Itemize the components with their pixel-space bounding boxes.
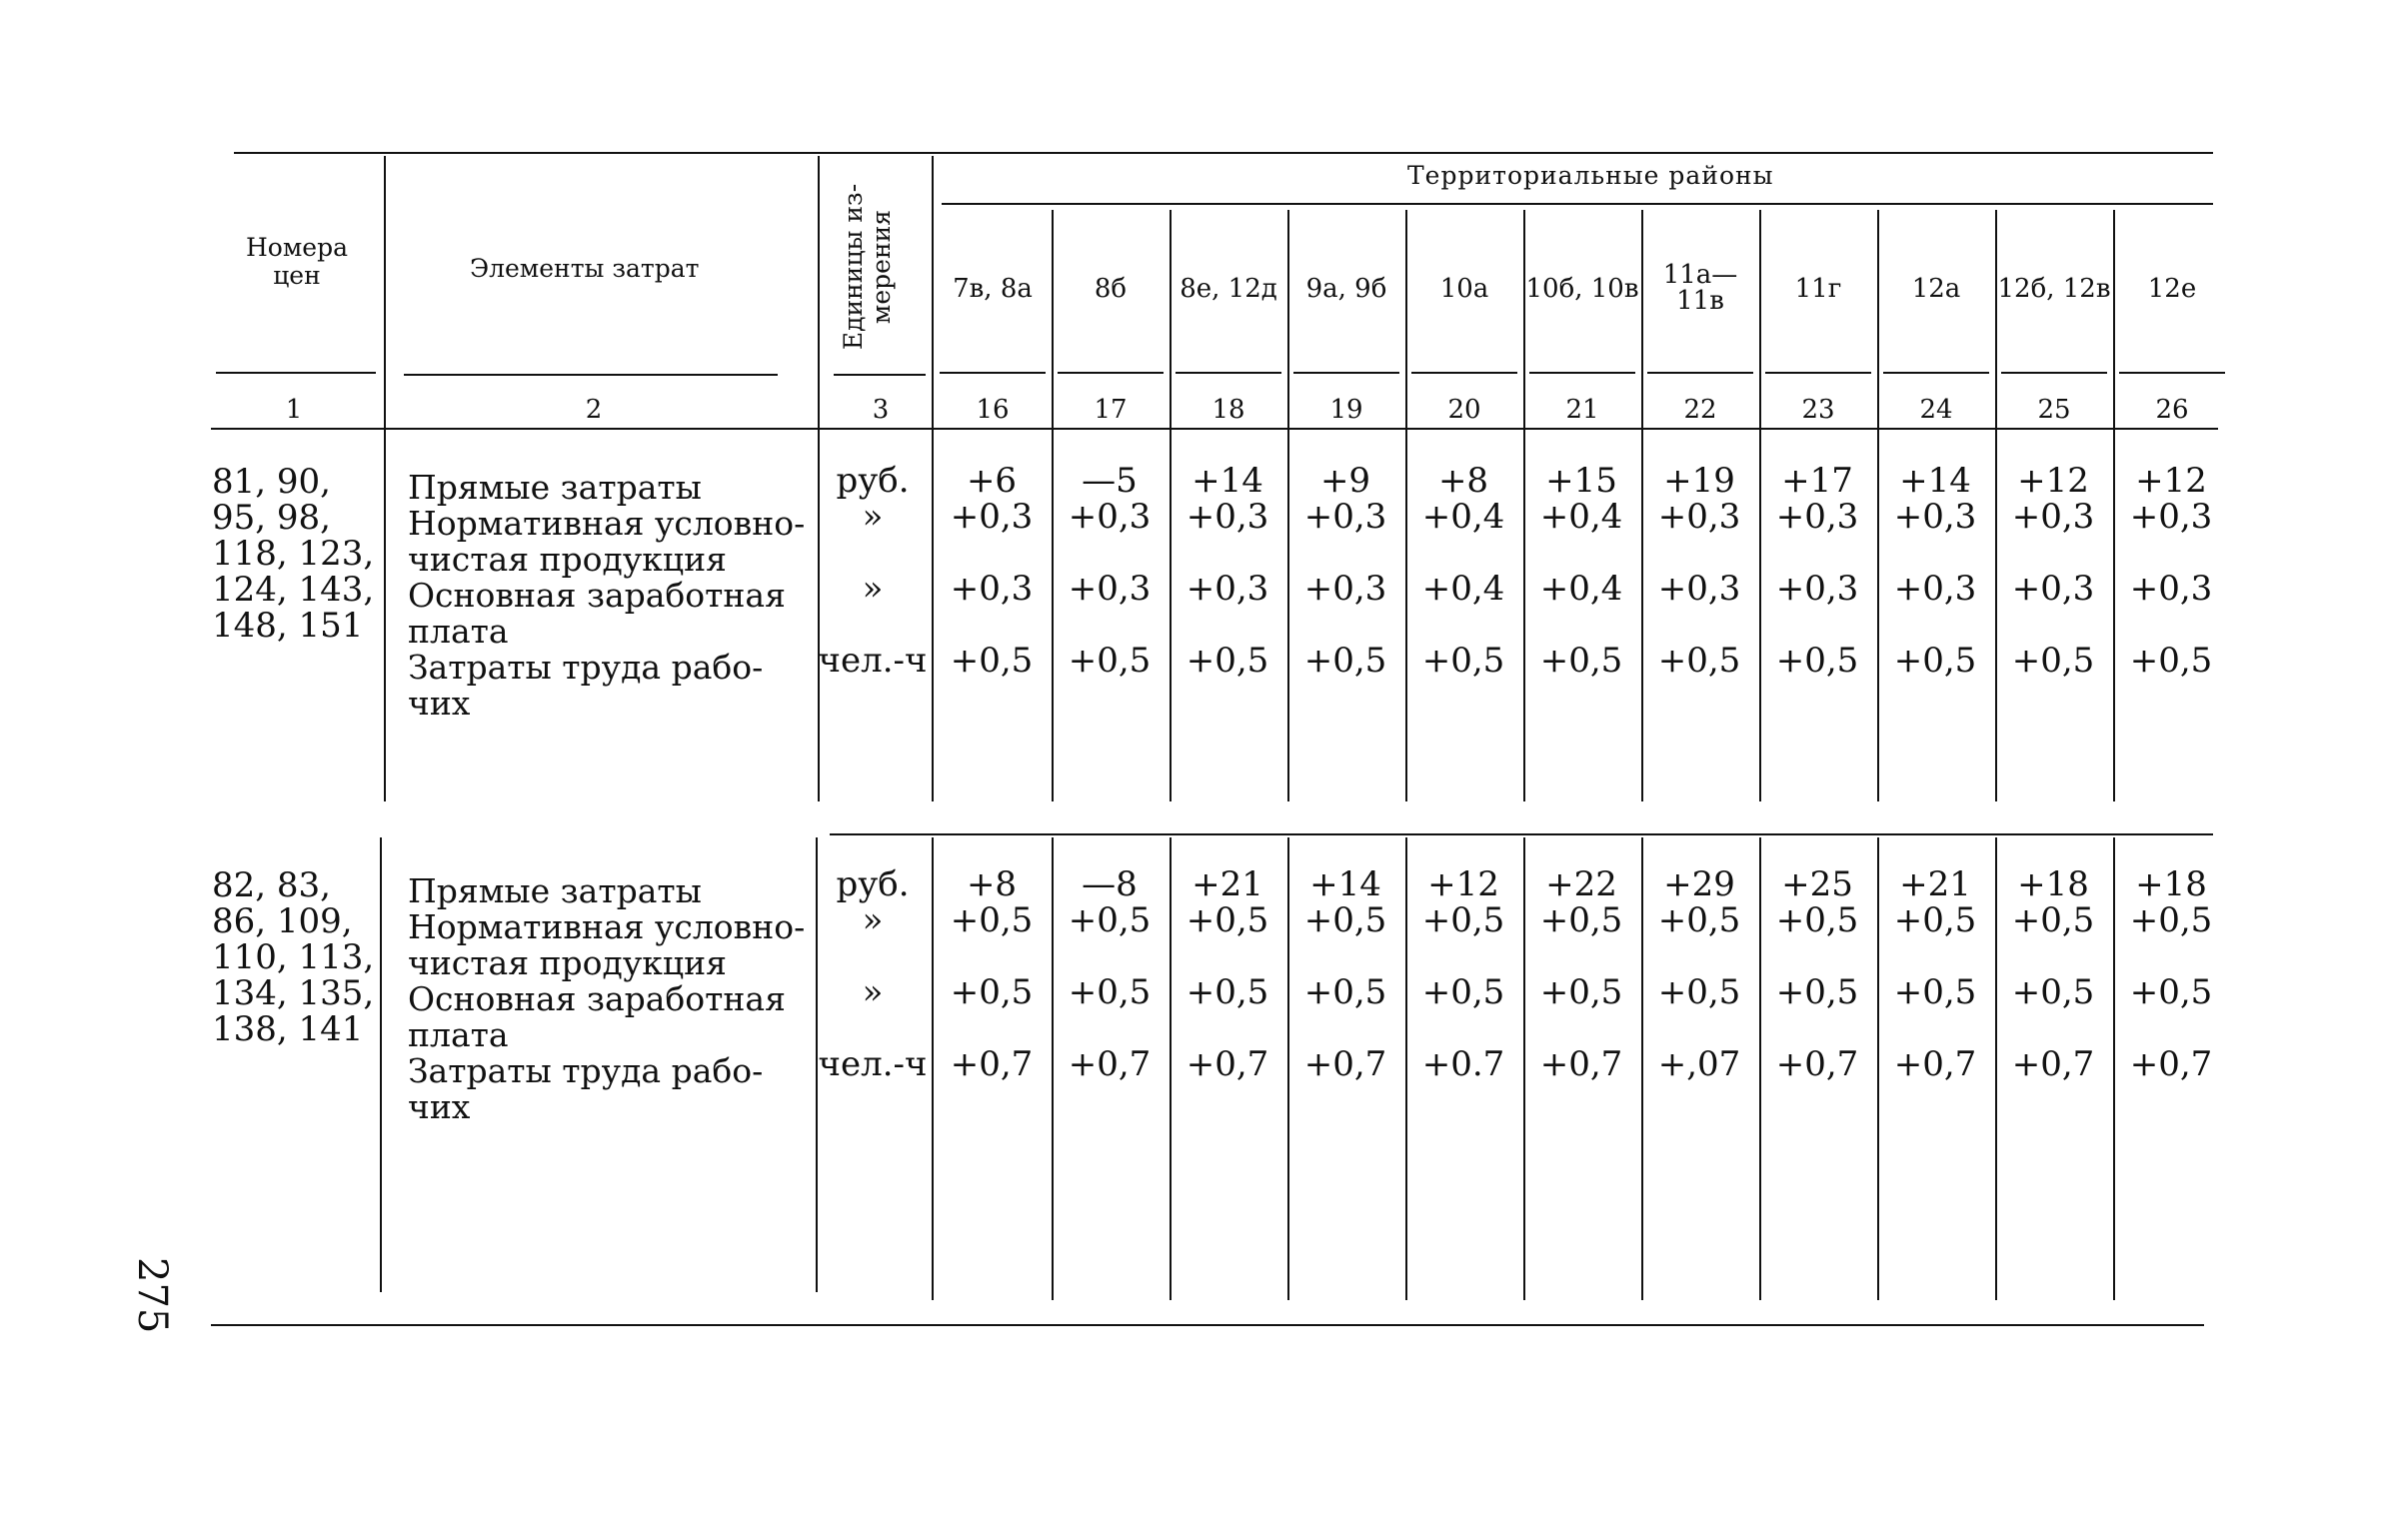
subheader-rule (1293, 372, 1399, 374)
column-number: 26 (2155, 395, 2189, 425)
value-cell: +0,3 (2011, 569, 2095, 609)
value-cell: +0,5 (2011, 972, 2095, 1012)
header-bottom-rule (211, 428, 2218, 430)
value-cell: +0,3 (2011, 497, 2095, 537)
cost-element-label: Нормативная условно- чистая продукция (408, 504, 806, 579)
district-header: 12е (2147, 274, 2197, 304)
block-separator-rule (830, 833, 2213, 835)
value-cell: +0,7 (1893, 1044, 1977, 1084)
district-header: 12б, 12в (1997, 274, 2111, 304)
value-cell: +0,5 (1657, 900, 1741, 940)
value-cell: +0,5 (1775, 900, 1859, 940)
unit-of-measure: » (862, 497, 884, 537)
value-cell: +14 (1309, 864, 1381, 904)
column-number: 21 (1565, 395, 1599, 425)
subheader-rule (1765, 372, 1871, 374)
value-cell: +0,5 (1539, 972, 1623, 1012)
value-cell: +29 (1663, 864, 1735, 904)
district-header: 12а (1911, 274, 1961, 304)
subheader-rule (834, 374, 926, 376)
value-cell: +17 (1781, 461, 1853, 501)
value-cell: +0,3 (1068, 569, 1152, 609)
top-rule (234, 152, 2213, 154)
value-cell: +0,3 (1657, 497, 1741, 537)
subheader-rule (216, 372, 376, 374)
value-cell: +12 (2135, 461, 2207, 501)
subheader-rule (1529, 372, 1635, 374)
value-cell: +0,5 (1775, 972, 1859, 1012)
value-cell: +15 (1545, 461, 1617, 501)
value-cell: —8 (1082, 864, 1138, 904)
value-cell: +0,3 (1186, 497, 1269, 537)
value-cell: +0,5 (2129, 900, 2213, 940)
value-cell: +0,5 (1539, 641, 1623, 681)
value-cell: +0,4 (1539, 569, 1623, 609)
value-cell: +0,5 (1186, 900, 1269, 940)
value-cell: +0,3 (1775, 497, 1859, 537)
cost-element-label: Прямые затраты (408, 468, 702, 507)
district-header: 11г (1794, 274, 1842, 304)
unit-of-measure: » (862, 569, 884, 609)
district-header: 10а (1439, 274, 1489, 304)
value-cell: +0.7 (1421, 1044, 1505, 1084)
value-cell: +8 (966, 864, 1018, 904)
subheader-rule (404, 374, 778, 376)
value-cell: +0,3 (1893, 569, 1977, 609)
unit-of-measure: » (862, 972, 884, 1012)
value-cell: +0,7 (1068, 1044, 1152, 1084)
column-number: 19 (1329, 395, 1363, 425)
district-header: 9а, 9б (1305, 274, 1387, 304)
value-cell: +0,5 (1893, 641, 1977, 681)
district-header: 8б (1094, 274, 1128, 304)
value-cell: +25 (1781, 864, 1853, 904)
value-cell: +0,5 (1068, 641, 1152, 681)
page-number: 275 (129, 1257, 175, 1334)
value-cell: +0,3 (1775, 569, 1859, 609)
value-cell: +0,5 (1421, 900, 1505, 940)
value-cell: +0,5 (1303, 900, 1387, 940)
column-number: 23 (1801, 395, 1835, 425)
value-cell: +0,5 (1657, 641, 1741, 681)
column-number: 18 (1211, 395, 1245, 425)
value-cell: +0,3 (950, 569, 1034, 609)
column-number: 22 (1683, 395, 1717, 425)
value-cell: +19 (1663, 461, 1735, 501)
value-cell: +0,5 (1893, 972, 1977, 1012)
value-cell: +0,5 (1657, 972, 1741, 1012)
value-cell: +21 (1191, 864, 1263, 904)
value-cell: +0,3 (1657, 569, 1741, 609)
header-price-numbers: Номера цен (245, 233, 348, 290)
value-cell: +0,7 (2011, 1044, 2095, 1084)
header-cost-elements: Элементы затрат (470, 254, 700, 283)
value-cell: +0,7 (950, 1044, 1034, 1084)
value-cell: +6 (966, 461, 1018, 501)
cost-element-label: Основная заработная плата (408, 576, 786, 651)
value-cell: +0,5 (1068, 900, 1152, 940)
value-cell: +18 (2017, 864, 2089, 904)
district-header: 8е, 12д (1180, 274, 1277, 304)
col-divider-1 (384, 156, 386, 801)
unit-of-measure: руб. (836, 461, 910, 501)
header-territorial-districts: Территориальные районы (1407, 161, 1774, 190)
value-cell: +0,5 (950, 972, 1034, 1012)
district-header: 11а— 11в (1662, 260, 1738, 316)
unit-of-measure: чел.-ч (818, 1044, 928, 1084)
value-cell: +0,5 (1421, 641, 1505, 681)
district-header: 10б, 10в (1525, 274, 1639, 304)
subheader-rule (1058, 372, 1164, 374)
value-cell: +0,3 (950, 497, 1034, 537)
subheader-rule (940, 372, 1046, 374)
bottom-rule (211, 1324, 2204, 1326)
header-units: Единицы из- мерения (839, 183, 896, 351)
unit-of-measure: » (862, 900, 884, 940)
value-cell: +21 (1899, 864, 1971, 904)
value-cell: +0,5 (2129, 972, 2213, 1012)
value-cell: +0,5 (1186, 972, 1269, 1012)
value-cell: +,07 (1657, 1044, 1741, 1084)
value-cell: +0,3 (1186, 569, 1269, 609)
value-cell: +0,5 (1893, 900, 1977, 940)
value-cell: +0,5 (1539, 900, 1623, 940)
value-cell: +0,3 (2129, 497, 2213, 537)
subheader-rule (1411, 372, 1517, 374)
value-cell: +12 (1427, 864, 1499, 904)
value-cell: +0,4 (1421, 569, 1505, 609)
cost-element-label: Основная заработная плата (408, 979, 786, 1054)
value-cell: +0,5 (950, 900, 1034, 940)
subheader-rule (1647, 372, 1753, 374)
value-cell: —5 (1082, 461, 1138, 501)
value-cell: +0,3 (1303, 569, 1387, 609)
value-cell: +0,3 (1893, 497, 1977, 537)
price-numbers: 82, 83, 86, 109, 110, 113, 134, 135, 138, 141 (212, 865, 375, 1049)
subheader-rule (1176, 372, 1281, 374)
column-number: 1 (285, 395, 303, 425)
value-cell: +0,5 (2011, 641, 2095, 681)
value-cell: +0,3 (2129, 569, 2213, 609)
value-cell: +18 (2135, 864, 2207, 904)
value-cell: +0,7 (1539, 1044, 1623, 1084)
unit-of-measure: чел.-ч (818, 641, 928, 681)
value-cell: +0,5 (1303, 641, 1387, 681)
cost-element-label: Прямые затраты (408, 871, 702, 910)
column-number: 2 (585, 395, 603, 425)
cost-element-label: Нормативная условно- чистая продукция (408, 907, 806, 982)
unit-of-measure: руб. (836, 864, 910, 904)
value-cell: +0,7 (2129, 1044, 2213, 1084)
value-cell: +0,7 (1775, 1044, 1859, 1084)
value-cell: +0,4 (1421, 497, 1505, 537)
value-cell: +9 (1319, 461, 1371, 501)
value-cell: +22 (1545, 864, 1617, 904)
value-cell: +0,5 (1421, 972, 1505, 1012)
column-number: 25 (2037, 395, 2071, 425)
value-cell: +14 (1191, 461, 1263, 501)
subheader-rule (2119, 372, 2225, 374)
value-cell: +14 (1899, 461, 1971, 501)
column-number: 20 (1447, 395, 1481, 425)
column-number: 16 (976, 395, 1010, 425)
column-number: 3 (872, 395, 890, 425)
column-number: 17 (1094, 395, 1128, 425)
cost-element-label: Затраты труда рабо- чих (408, 648, 764, 723)
value-cell: +0,3 (1068, 497, 1152, 537)
value-cell: +0,5 (950, 641, 1034, 681)
value-cell: +0,5 (1186, 641, 1269, 681)
value-cell: +0,4 (1539, 497, 1623, 537)
price-numbers: 81, 90, 95, 98, 118, 123, 124, 143, 148, 151 (212, 462, 375, 646)
value-cell: +0,5 (1068, 972, 1152, 1012)
value-cell: +12 (2017, 461, 2089, 501)
subheader-rule (2001, 372, 2107, 374)
value-cell: +0,5 (1775, 641, 1859, 681)
value-cell: +0,7 (1303, 1044, 1387, 1084)
value-cell: +0,5 (1303, 972, 1387, 1012)
value-cell: +0,5 (2129, 641, 2213, 681)
value-cell: +0,5 (2011, 900, 2095, 940)
district-header: 7в, 8а (953, 274, 1033, 304)
value-cell: +0,3 (1303, 497, 1387, 537)
col-divider-1b (380, 837, 382, 1292)
value-cell: +8 (1437, 461, 1489, 501)
value-cell: +0,7 (1186, 1044, 1269, 1084)
subheader-rule (1883, 372, 1989, 374)
cost-element-label: Затраты труда рабо- чих (408, 1051, 764, 1126)
group-rule (942, 203, 2213, 205)
column-number: 24 (1919, 395, 1953, 425)
